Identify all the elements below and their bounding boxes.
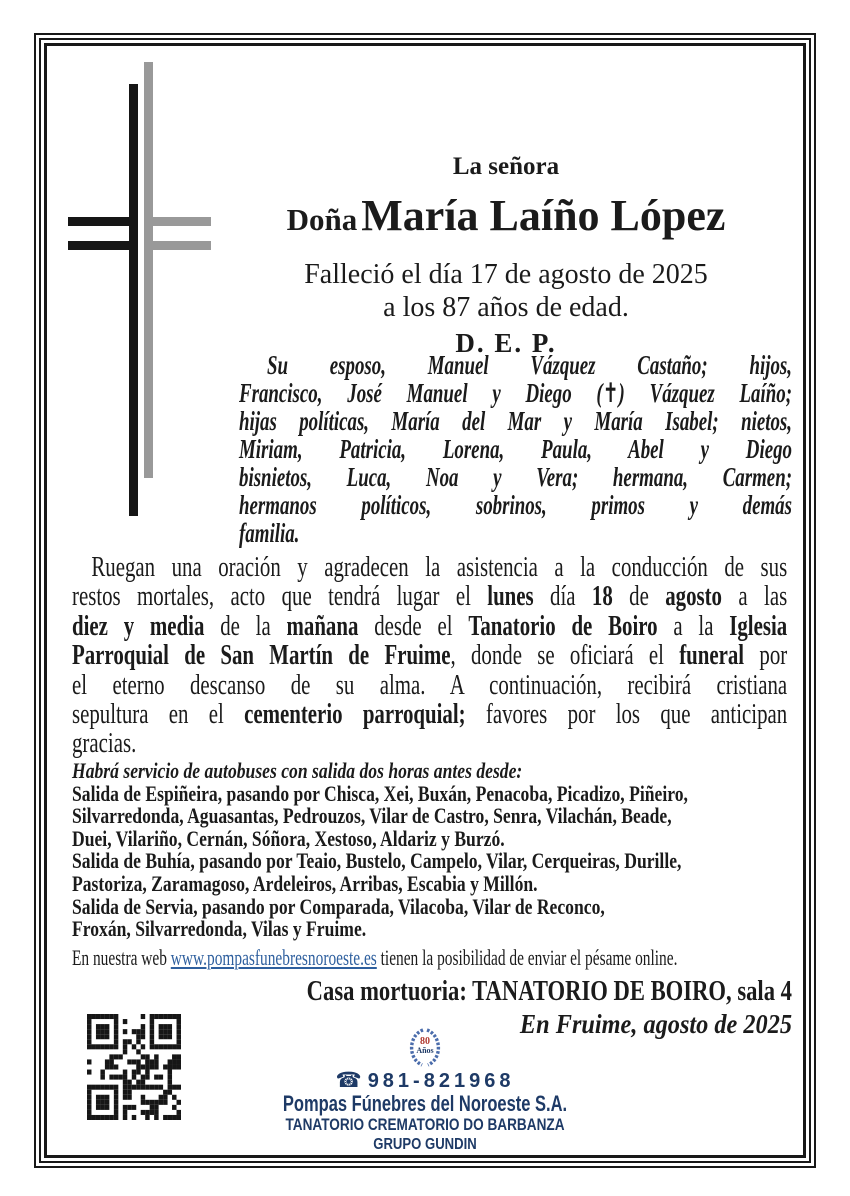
family-paragraph: Su esposo, Manuel Vázquez Castaño; hijos, Francisco, José Manuel y Diego (✝) Vázquez Laíño; hijas políticas, María del Mar y María Isabel; nietos, Miriam, Patricia, Lorena, Paula, Abel y Diego bisnietos, Luca, Noa y Vera; hermana, Carmen; hermanos políticos, sobrinos, primos y demás familia. — [239, 350, 792, 548]
web-notice-suffix: tienen la posibilidad de enviar el pésame online. — [376, 945, 678, 970]
announcement-paragraph: Ruegan una oración y agradecen la asistencia a la conducción de sus restos mortales, acto que tendrá lugar el lunes día 18 de agosto a las diez y media de la mañana desde el Tanatorio de Boiro a la Iglesia Parroquial de San Martín de Fruime, donde se oficiará el funeral por el eterno descanso de su alma. A continuación, recibirá cristiana sepultura en el cementerio parroquial; favores por los que anticipan gracias. — [72, 552, 788, 760]
notice-header — [220, 152, 792, 359]
crematorium-name: TANATORIO CREMATORIO DO BARBANZA — [285, 1115, 565, 1134]
phone-number: 981-821968 — [367, 1070, 515, 1092]
deceased-name: María Laíño López — [361, 191, 726, 240]
website-link[interactable]: www.pompasfunebresnoroeste.es — [170, 945, 377, 970]
bus-route-lines: Salida de Espiñeira, pasando por Chisca, Xei, Buxán, Penacoba, Picadizo, Piñeiro, Silvarredonda, Aguasantas, Pedrouzos, Vilar de Castro, Senra, Vilachán, Beade, Duei, Vilariño, Cernán, Sóñora, Xestoso, Aldariz y Burzó. Salida de Buhía, pasando por Teaio, Bustelo, Campelo, Vilar, Cerqueiras, Durille, Pastoriza, Zaramagoso, Ardeleiros, Arribas, Escabia y Millón. Salida de Servia, pasando por Comparada, Vilacoba, Vilar de Reconco, Froxán, Silvarredonda, Vilas y Fruime. — [72, 780, 688, 942]
double-cross-icon — [60, 55, 212, 520]
anniversary-word: Años — [416, 1046, 434, 1055]
mortuary-line: Casa mortuoria: TANATORIO DE BOIRO, sala 4 — [306, 975, 792, 1007]
dep-abbreviation: D. E. P. — [455, 328, 557, 358]
phone-line — [61, 1069, 789, 1092]
bus-service-section — [72, 760, 792, 941]
phone-icon: ☎ — [335, 1068, 362, 1092]
80-years-wreath-logo — [402, 1026, 448, 1068]
place-date-line: En Fruime, agosto de 2025 — [519, 1009, 792, 1039]
group-name: GRUPO GUNDIN — [373, 1136, 477, 1153]
deceased-name-line — [220, 188, 792, 254]
funeral-company-name: Pompas Fúnebres del Noroeste S.A. — [282, 1091, 568, 1116]
honorific: La señora — [452, 153, 560, 180]
funeral-home-footer — [61, 1026, 789, 1153]
web-condolence-notice — [72, 944, 758, 971]
anniversary-number: 80 — [420, 1036, 430, 1047]
age-line: a los 87 años de edad. — [383, 292, 629, 323]
death-date-line: Falleció el día 17 de agosto de 2025 — [304, 259, 708, 290]
title-prefix: Doña — [286, 202, 358, 237]
bus-service-heading: Habrá servicio de autobuses con salida dos horas antes desde: — [72, 758, 523, 783]
web-notice-prefix: En nuestra web — [72, 945, 171, 970]
